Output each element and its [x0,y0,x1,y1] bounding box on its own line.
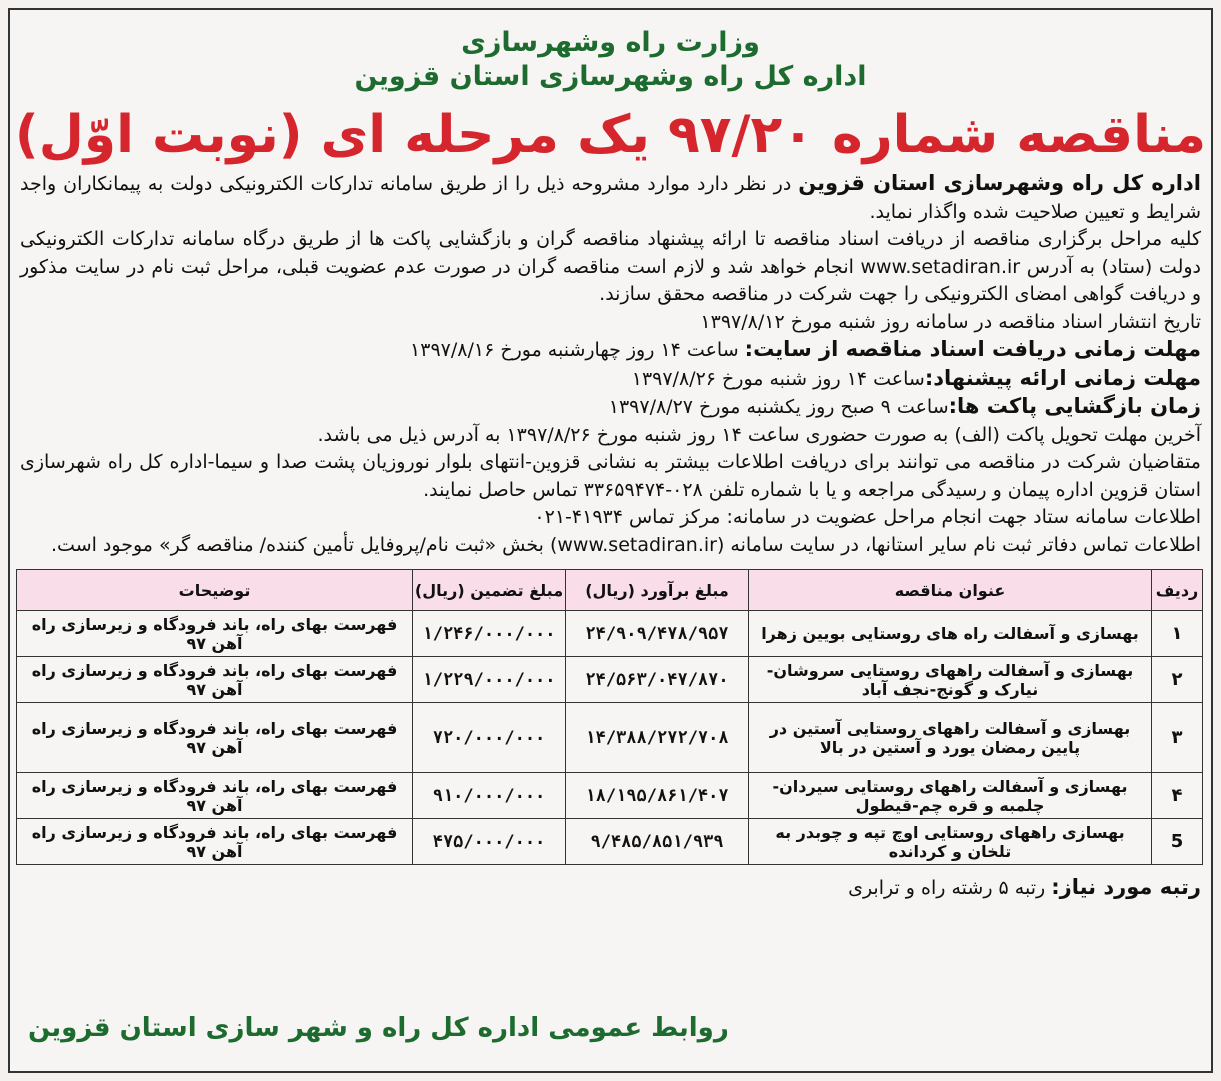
required-grade-value: رتبه ۵ رشته راه و ترابری [848,877,1052,899]
row-estimate: ۱۸/۱۹۵/۸۶۱/۴۰۷ [566,773,749,819]
col-index: ردیف [1152,570,1203,611]
last-delivery: آخرین مهلت تحویل پاکت (الف) به صورت حضوری ساعت ۱۴ روز شنبه مورخ ۱۳۹۷/۸/۲۶ به آدرس ذیل می باشد. [317,423,1201,446]
deadline-docs-label: مهلت زمانی دریافت اسناد مناقصه از سایت: [744,337,1201,361]
public-relations-footer: روابط عمومی اداره کل راه و شهر سازی استان قزوین [28,1013,729,1043]
intro-paragraph [20,170,1201,226]
row-guarantee: ۹۱۰/۰۰۰/۰۰۰ [413,773,566,819]
col-description: توضیحات [17,570,413,611]
required-grade-label: رتبه مورد نیاز: [1051,875,1201,899]
row-description: فهرست بهای راه، باند فرودگاه و زیرسازی راه آهن ۹۷ [17,773,413,819]
row-guarantee: ۱/۲۲۹/۰۰۰/۰۰۰ [413,657,566,703]
row-title: بهسازی و آسفالت راههای روستایی سیردان-چلمبه و قره چم-قیطول [749,773,1152,819]
col-guarantee: مبلغ تضمین (ریال) [413,570,566,611]
row-index: 5 [1152,819,1203,865]
intro-org: اداره کل راه وشهرسازی استان قزوین [798,171,1201,195]
table-row [17,611,1203,657]
ministry-title: وزارت راه وشهرسازی [461,27,760,58]
deadline-offer-label: مهلت زمانی ارائه پیشنهاد: [924,365,1201,390]
row-estimate: ۲۴/۹۰۹/۴۷۸/۹۵۷ [566,611,749,657]
process-text-a: کلیه مراحل برگزاری مناقصه از دریافت اسناد مناقصه تا ارائه پیشنهاد مناقصه گران و بازگشایی پاکت ها از طریق درگاه سامانه تدارکات الکترونیکی دولت (ستاد) به آدرس [20,228,1201,278]
contact-center: اطلاعات سامانه ستاد جهت انجام مراحل عضویت در سامانه: مرکز تماس ۴۱۹۳۴-۰۲۱ [534,506,1201,528]
deadline-docs-value: ساعت ۱۴ روز چهارشنبه مورخ ۱۳۹۷/۸/۱۶ [410,339,745,361]
row-title: بهسازی و آسفالت راه های روستایی بویین زهرا [749,611,1152,657]
table-row [17,819,1203,865]
row-estimate: ۱۴/۳۸۸/۲۷۲/۷۰۸ [566,703,749,773]
office-title: اداره کل راه وشهرسازی استان قزوین [354,61,867,92]
row-index: ۴ [1152,773,1203,819]
row-estimate: ۹/۴۸۵/۸۵۱/۹۳۹ [566,819,749,865]
setad-link[interactable]: www.setadiran.ir [860,255,1021,278]
publish-date: تاریخ انتشار اسناد مناقصه در سامانه روز شنبه مورخ ۱۳۹۷/۸/۱۲ [700,310,1201,333]
row-description: فهرست بهای راه، باند فرودگاه و زیرسازی راه آهن ۹۷ [17,611,413,657]
registration-offices [20,532,1201,560]
registration-text-b: ) بخش «ثبت نام/پروفایل تأمین کننده/ مناقصه گر» موجود است. [51,533,558,556]
row-guarantee: ۱/۲۴۶/۰۰۰/۰۰۰ [413,611,566,657]
col-estimate: مبلغ برآورد (ریال) [566,570,749,611]
row-description: فهرست بهای راه، باند فرودگاه و زیرسازی راه آهن ۹۷ [17,819,413,865]
opening-label: زمان بازگشایی پاکت ها: [948,394,1201,418]
row-description: فهرست بهای راه، باند فرودگاه و زیرسازی راه آهن ۹۷ [17,703,413,773]
row-index: ۳ [1152,703,1203,773]
tender-table [16,569,1203,865]
applicants-info: متقاضیان شرکت در مناقصه می توانند برای دریافت اطلاعات بیشتر به نشانی قزوین-انتهای بلوار نوروزیان پشت صدا و سیما-اداره کل راه شهرسازی استان قزوین اداره پیمان و رسیدگی مراجعه و یا با شماره تلفن ۰۲۸-۳۳۶۵۹۴۷۴ تماس حاصل نمایند. [20,451,1201,501]
row-title: بهسازی راههای روستایی اوچ تپه و چوبدر به تلخان و کردانده [749,819,1152,865]
deadline-offer [20,365,1201,394]
tender-notice [8,8,1213,1073]
registration-text-a: اطلاعات تماس دفاتر ثبت نام سایر استانها، در سایت سامانه ( [716,533,1201,556]
deadline-offer-value: ساعت ۱۴ روز شنبه مورخ ۱۳۹۷/۸/۲۶ [631,367,925,390]
row-index: ۲ [1152,657,1203,703]
col-title: عنوان مناقصه [749,570,1152,611]
table-header-row [17,570,1203,611]
required-grade [10,875,1211,899]
table-row [17,773,1203,819]
row-description: فهرست بهای راه، باند فرودگاه و زیرسازی راه آهن ۹۷ [17,657,413,703]
tender-title: مناقصه شماره ۹۷/۲۰ یک مرحله ای (نوبت اوّل) [14,105,1207,165]
process-text-b: انجام خواهد شد و لازم است مناقصه گران در صورت عدم عضویت قبلی، مراحل ثبت نام در سایت مذکور و دریافت گواهی امضای الکترونیکی را جهت شرکت در مناقصه محقق سازند. [20,255,1201,305]
setad-link-2[interactable]: www.setadiran.ir [557,533,717,556]
row-index: ۱ [1152,611,1203,657]
row-guarantee: ۷۲۰/۰۰۰/۰۰۰ [413,703,566,773]
table-row [17,657,1203,703]
deadline-docs [20,336,1201,365]
row-title: بهسازی و آسفالت راههای روستایی آستین در پایین رمضان یورد و آستین در بالا [749,703,1152,773]
process-paragraph [20,226,1201,309]
notice-body [10,170,1211,559]
opening-value: ساعت ۹ صبح روز یکشنبه مورخ ۱۳۹۷/۸/۲۷ [608,396,949,418]
row-guarantee: ۴۷۵/۰۰۰/۰۰۰ [413,819,566,865]
opening-time [20,393,1201,422]
row-estimate: ۲۴/۵۶۳/۰۴۷/۸۷۰ [566,657,749,703]
row-title: بهسازی و آسفالت راههای روستایی سروشان-نیارک و گونج-نجف آباد [749,657,1152,703]
intro-text: در نظر دارد موارد مشروحه ذیل را از طریق سامانه تدارکات الکترونیکی دولت به پیمانکاران واجد شرایط و تعیین صلاحیت شده واگذار نماید. [20,173,1201,223]
table-row [17,703,1203,773]
